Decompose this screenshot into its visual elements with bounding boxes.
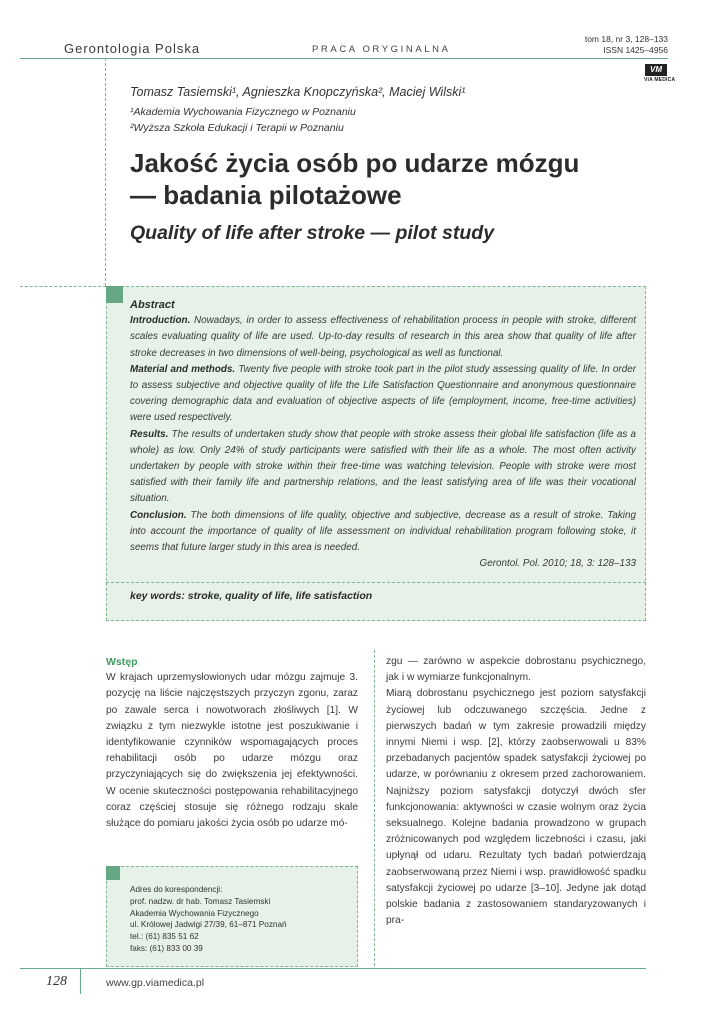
conclusion-label: Conclusion. [130,509,187,521]
intro-label: Introduction. [130,315,191,327]
results-label: Results. [130,428,169,440]
body-paragraph: zgu — zarówno w aspekcie dobrostanu psychicznego, jak i w wymiarze funkcjonalnym. [386,656,646,684]
publisher-logo [644,64,676,83]
abstract-results [130,427,636,508]
correspondence-line: Akademia Wychowania Fizycznego [130,908,259,918]
conclusion-text: The both dimensions of life quality, objective and subjective, decrease as a result of stroke. Taking into account the importance of quality of life assessment on individual rehabilitation program following stoke, it seems that future larger study in this area is needed. [130,509,636,554]
header-rule [20,58,668,59]
decorative-dashed-line [105,58,106,286]
abstract-marker [106,286,123,303]
abstract-conclusion [130,508,636,557]
citation: Gerontol. Pol. 2010; 18, 3: 128–133 [479,558,636,570]
article-type-label: PRACA ORYGINALNA [312,44,451,55]
correspondence-line: prof. nadzw. dr hab. Tomasz Tasiemski [130,896,271,906]
volume-issue: tom 18, nr 3, 128–133 [584,34,668,44]
body-column-left [106,654,358,832]
article-title-polish [130,147,690,211]
correspondence-line: faks: (61) 833 00 39 [130,943,203,953]
journal-name: Gerontologia Polska [64,41,201,56]
keywords-divider [106,582,646,583]
abstract-leader-line [20,286,106,287]
abstract-introduction [130,313,636,362]
correspondence-line: ul. Królowej Jadwigi 27/39, 61–871 Poznań [130,920,287,930]
abstract-methods [130,362,636,427]
correspondence-line: tel.: (61) 835 51 62 [130,932,199,942]
body-paragraph: W krajach uprzemysłowionych udar mózgu zajmuje 3. pozycję na liście najczęstszych przyczyn zgonu, zaraz po zawale serca i nowotworach złośliwych [1]. W związku z tym niezwykle istotne jest poszukiwanie i identyfikowanie czynników wspomagających proces rehabilitacji osób po udarze mózgu oraz przyczyniających się do zwiększenia jej efektywności. W ocenie skuteczności postępowania rehabilitacyjnego coraz częściej stosuje się różnego rodzaju skale służące do pomiaru jakości życia osób po udarze mó- [106,672,358,830]
abstract-content [130,297,636,572]
logo-text: VIA MEDICA [644,77,676,83]
page-number: 128 [46,974,67,989]
keywords: key words: stroke, quality of life, life satisfaction [130,590,373,602]
title-line-1: Jakość życia osób po udarze mózgu [130,148,580,178]
section-heading: Wstęp [106,656,138,668]
intro-text: Nowadays, in order to assess effectiveness of rehabilitation process in people with stroke, different scales evaluating quality of life are used. Up-to-day results of research in this area show that quality of life after stroke decreases in two dimensions of well-being, psychological as well as functional. [130,315,636,359]
column-divider [374,650,375,966]
body-paragraph: Miarą dobrostanu psychicznego jest poziom satysfakcji życiowej lub odczuwanego szczęścia. Jedne z pierwszych badań w tym zakresie prowadzili między innymi Niemi i wsp. [2], którzy zaobserwowali u 83% przebadanych pacjentów spadek satysfakcji życiowej po udarze, w porównaniu z okresem przed zachorowaniem. Najniższy poziom satysfakcji dotyczył dwóch sfer funkcjonowania: aktywności w czasie wolnym oraz życia seksualnego. Kolejne badania prowadzono w grupach zróżnicowanych pod względem liczebności i czasu, jaki upłynął od udaru. Rezultaty tych badań potwierdzają zaobserwowaną przez Niemi i wsp. prawidłowość spadku satysfakcji życiowej po udarze [3–10]. Jedyne jak dotąd polskie badania z zastosowaniem standaryzowanych i pra- [386,688,646,927]
results-text: The results of undertaken study show that people with stroke assess their global life satisfaction (life as a whole) as low. Only 24% of study participants were satisfied with their life as a whole. The most often activity undertaken by people with stroke within their free-time was watching television. People with stroke were most satisfied with their family life and partnership relations, and the least satisfying area of life was their vocational situation. [130,428,636,505]
affiliation-2: ²Wyższa Szkoła Edukacji i Terapii w Poznaniu [130,122,344,134]
title-line-2: — badania pilotażowe [130,180,402,210]
article-title-english: Quality of life after stroke — pilot study [130,222,495,244]
correspondence-line: Adres do korespondencji: [130,885,223,894]
correspondence-address [130,884,287,955]
methods-text: Twenty five people with stroke took part in the pilot study assessing quality of life. In order to assess subjective and objective quality of life the Life Satisfaction Questionnaire and anonymous questionnaire covering demographic data and evaluation of objective aspects of life (employment, income, free-time activities) were used respectively. [130,363,636,424]
affiliation-1: ¹Akademia Wychowania Fizycznego w Poznaniu [130,106,356,118]
volume-info [585,34,668,56]
issn: ISSN 1425–4956 [603,45,668,55]
page-number-rule [80,968,81,994]
correspondence-marker [106,866,120,880]
journal-url[interactable]: www.gp.viamedica.pl [106,977,205,989]
logo-mark: VM [645,64,667,76]
footer-rule [20,968,646,969]
body-column-right [386,654,646,929]
abstract-heading: Abstract [130,299,175,311]
methods-label: Material and methods. [130,363,236,375]
author-list: Tomasz Tasiemski¹, Agnieszka Knopczyńska², Maciej Wilski¹ [130,85,466,99]
